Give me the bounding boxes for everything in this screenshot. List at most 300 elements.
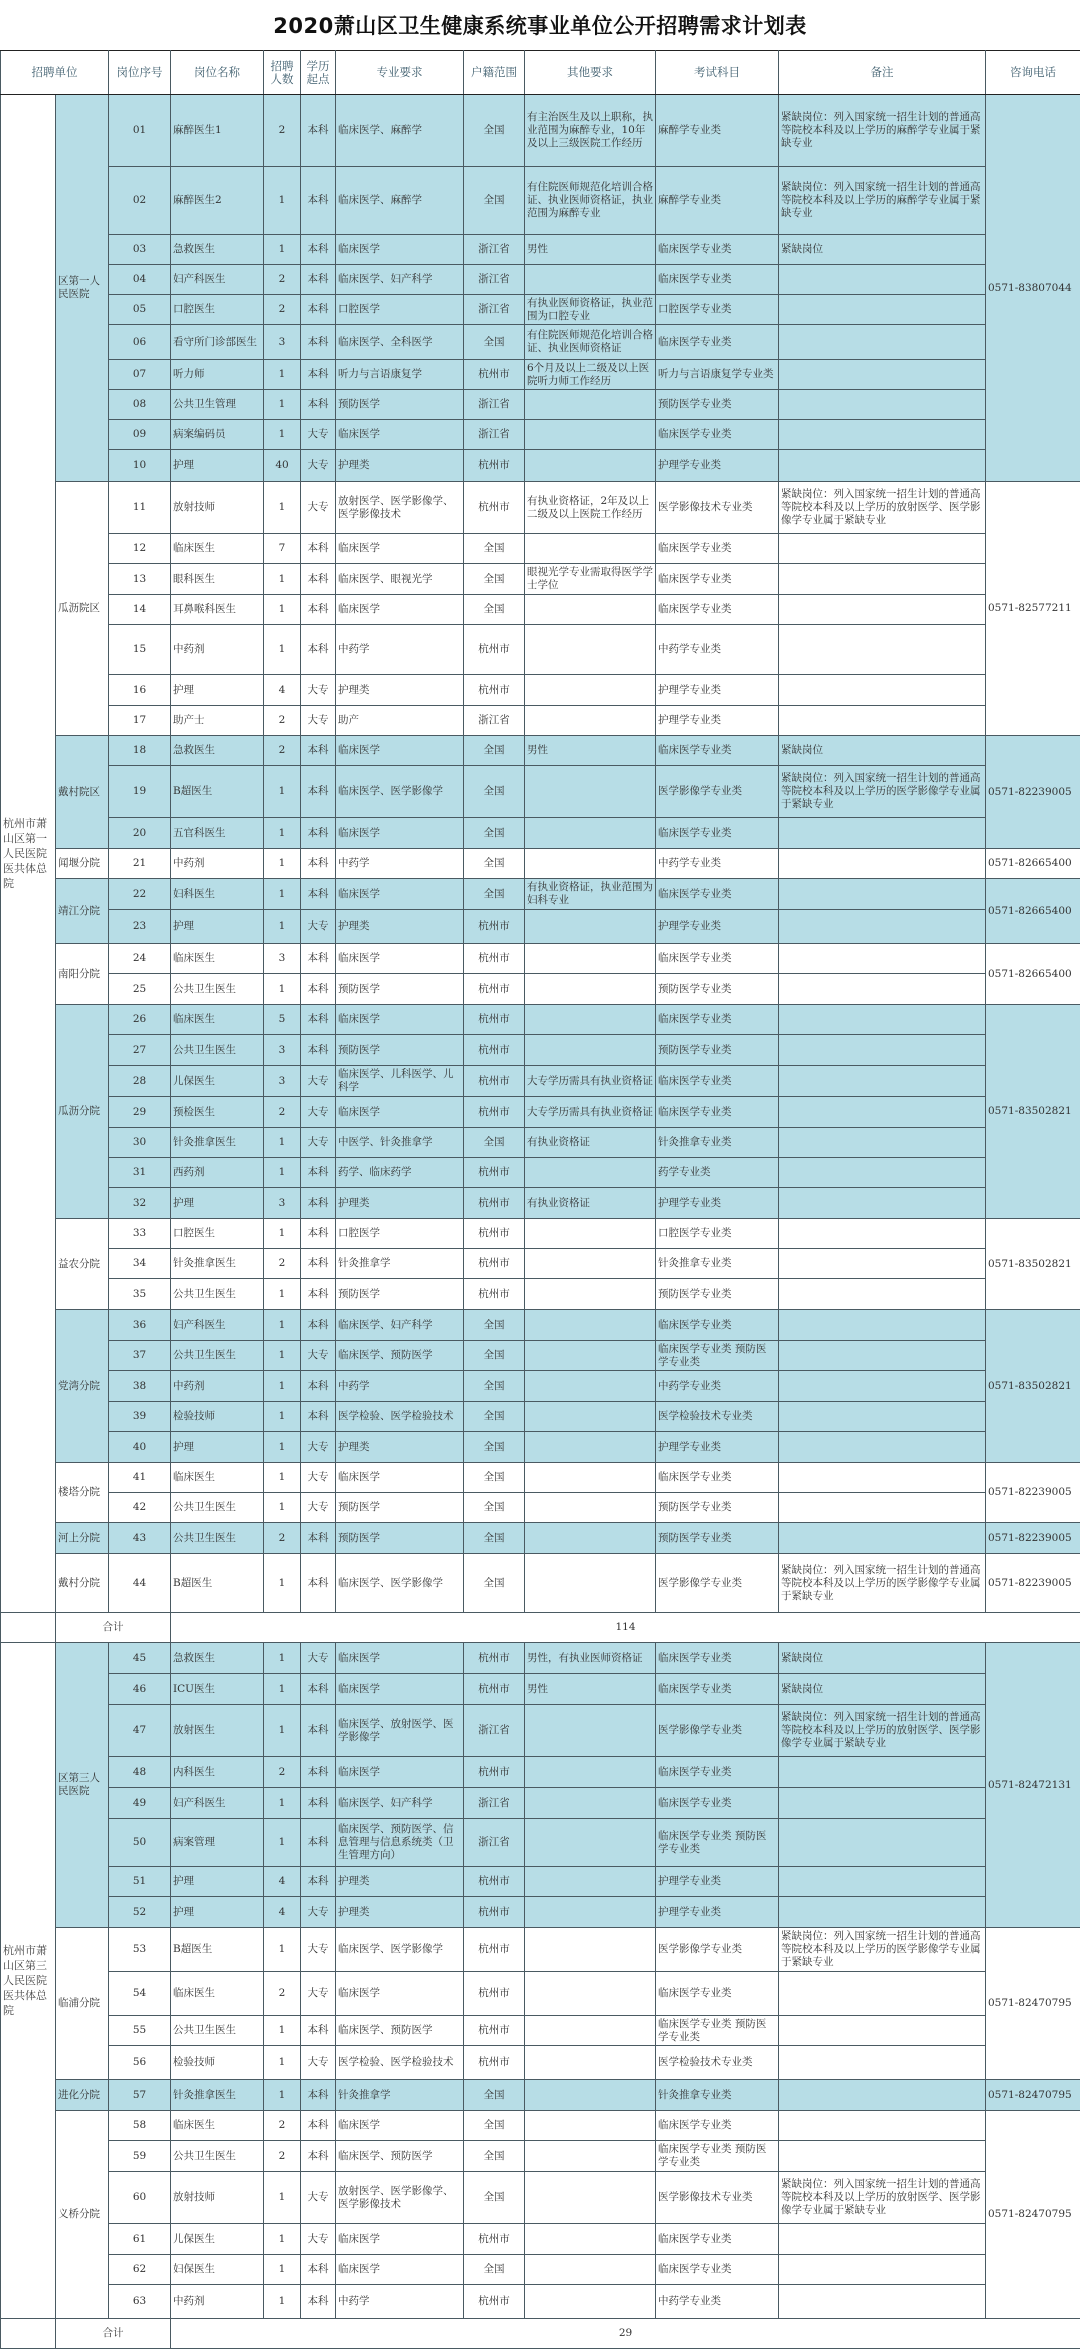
table-row — [1, 1788, 1080, 1819]
hukou-scope: 全国 — [464, 1128, 525, 1158]
remark — [779, 625, 986, 675]
remark — [779, 818, 986, 849]
position-seq: 38 — [109, 1371, 171, 1402]
position-seq: 31 — [109, 1158, 171, 1188]
sub-unit-name: 区第三人民医院 — [56, 1643, 109, 1928]
remark — [779, 295, 986, 325]
remark — [779, 1188, 986, 1219]
recruit-count: 2 — [264, 736, 301, 766]
exam-subject: 临床医学专业类 — [656, 879, 779, 910]
header-other: 其他要求 — [525, 51, 656, 95]
recruit-count: 1 — [264, 1341, 301, 1371]
exam-subject: 临床医学专业类 — [656, 1463, 779, 1493]
recruit-count: 2 — [264, 1523, 301, 1554]
education-level: 大专 — [301, 420, 336, 450]
recruit-count: 4 — [264, 1867, 301, 1897]
position-seq: 24 — [109, 944, 171, 974]
major-requirement: 中药学 — [336, 2285, 464, 2319]
exam-subject: 临床医学专业类 预防医学专业类 — [656, 1341, 779, 1371]
exam-subject: 临床医学专业类 — [656, 1310, 779, 1341]
exam-subject: 临床医学专业类 — [656, 1674, 779, 1705]
sub-unit-name: 瓜沥院区 — [56, 482, 109, 736]
sub-unit-name: 戴村分院 — [56, 1554, 109, 1613]
position-name: 护理 — [171, 1188, 264, 1219]
remark — [779, 1523, 986, 1554]
position-seq: 61 — [109, 2224, 171, 2255]
table-row — [1, 595, 1080, 625]
other-requirement — [525, 1402, 656, 1432]
recruit-count: 1 — [264, 1463, 301, 1493]
major-requirement: 临床医学、预防医学 — [336, 2016, 464, 2046]
major-requirement: 临床医学、预防医学、信息管理与信息系统类（卫生管理方向） — [336, 1819, 464, 1867]
recruit-count: 1 — [264, 1432, 301, 1463]
table-row — [1, 1097, 1080, 1128]
exam-subject: 护理学专业类 — [656, 910, 779, 944]
sub-unit-name: 区第一人民医院 — [56, 95, 109, 482]
other-requirement: 男性 — [525, 235, 656, 265]
education-level: 本科 — [301, 235, 336, 265]
education-level: 本科 — [301, 736, 336, 766]
recruit-count: 1 — [264, 1310, 301, 1341]
education-level: 本科 — [301, 1279, 336, 1310]
other-requirement: 有执业医师资格证，执业范围为口腔专业 — [525, 295, 656, 325]
position-name: 看守所门诊部医生 — [171, 325, 264, 360]
education-level: 本科 — [301, 1402, 336, 1432]
position-name: 中药剂 — [171, 849, 264, 879]
remark: 紧缺岗位 — [779, 736, 986, 766]
education-level: 大专 — [301, 450, 336, 482]
exam-subject: 医学影像学专业类 — [656, 1928, 779, 1972]
recruit-count: 1 — [264, 1402, 301, 1432]
hukou-scope: 杭州市 — [464, 1279, 525, 1310]
table-row — [1, 879, 1080, 910]
table-row — [1, 1705, 1080, 1757]
position-name: 针灸推拿医生 — [171, 1249, 264, 1279]
table-row — [1, 2141, 1080, 2172]
table-row — [1, 1310, 1080, 1341]
education-level: 大专 — [301, 1432, 336, 1463]
position-name: 放射医生 — [171, 1705, 264, 1757]
major-requirement: 临床医学、麻醉学 — [336, 167, 464, 235]
position-name: 听力师 — [171, 360, 264, 390]
other-requirement — [525, 1310, 656, 1341]
position-seq: 45 — [109, 1643, 171, 1674]
major-requirement: 临床医学 — [336, 534, 464, 564]
major-requirement: 临床医学、放射医学、医学影像学 — [336, 1705, 464, 1757]
hukou-scope: 全国 — [464, 1371, 525, 1402]
position-seq: 52 — [109, 1897, 171, 1928]
exam-subject: 临床医学专业类 — [656, 265, 779, 295]
position-name: 针灸推拿医生 — [171, 2080, 264, 2111]
remark — [779, 1219, 986, 1249]
education-level: 大专 — [301, 910, 336, 944]
education-level: 本科 — [301, 390, 336, 420]
other-requirement — [525, 1523, 656, 1554]
exam-subject: 口腔医学专业类 — [656, 1219, 779, 1249]
hukou-scope: 杭州市 — [464, 360, 525, 390]
position-name: 儿保医生 — [171, 2224, 264, 2255]
table-row — [1, 849, 1080, 879]
remark — [779, 2285, 986, 2319]
position-name: 放射技师 — [171, 482, 264, 534]
recruit-count: 2 — [264, 1757, 301, 1788]
position-seq: 03 — [109, 235, 171, 265]
exam-subject: 预防医学专业类 — [656, 1493, 779, 1523]
recruit-count: 1 — [264, 2224, 301, 2255]
education-level: 本科 — [301, 1005, 336, 1035]
position-seq: 13 — [109, 564, 171, 595]
exam-subject: 临床医学专业类 — [656, 1005, 779, 1035]
table-row — [1, 1757, 1080, 1788]
exam-subject: 临床医学专业类 — [656, 1097, 779, 1128]
other-requirement: 有主治医生及以上职称，执业范围为麻醉专业，10年及以上三级医院工作经历 — [525, 95, 656, 167]
position-seq: 40 — [109, 1432, 171, 1463]
other-requirement — [525, 766, 656, 818]
table-header-row — [1, 51, 1080, 95]
major-requirement: 临床医学、全科医学 — [336, 325, 464, 360]
hukou-scope: 全国 — [464, 1341, 525, 1371]
remark — [779, 1432, 986, 1463]
recruit-count: 1 — [264, 766, 301, 818]
header-name: 岗位名称 — [171, 51, 264, 95]
exam-subject: 临床医学专业类 — [656, 420, 779, 450]
major-requirement: 医学检验、医学检验技术 — [336, 1402, 464, 1432]
exam-subject: 医学检验技术专业类 — [656, 2046, 779, 2080]
remark — [779, 390, 986, 420]
position-name: 中药剂 — [171, 625, 264, 675]
position-seq: 06 — [109, 325, 171, 360]
education-level: 本科 — [301, 1158, 336, 1188]
major-requirement: 临床医学 — [336, 1674, 464, 1705]
major-requirement: 预防医学 — [336, 1523, 464, 1554]
education-level: 本科 — [301, 944, 336, 974]
exam-subject: 针灸推拿专业类 — [656, 1249, 779, 1279]
remark: 紧缺岗位 — [779, 235, 986, 265]
exam-subject: 药学专业类 — [656, 1158, 779, 1188]
table-row — [1, 1066, 1080, 1097]
major-requirement: 临床医学、眼视光学 — [336, 564, 464, 595]
position-name: 助产士 — [171, 706, 264, 736]
table-row — [1, 944, 1080, 974]
position-name: 内科医生 — [171, 1757, 264, 1788]
exam-subject: 听力与言语康复学专业类 — [656, 360, 779, 390]
recruit-count: 1 — [264, 1643, 301, 1674]
hukou-scope: 全国 — [464, 2080, 525, 2111]
recruit-count: 3 — [264, 1066, 301, 1097]
remark — [779, 1788, 986, 1819]
education-level: 大专 — [301, 675, 336, 706]
hukou-scope: 全国 — [464, 595, 525, 625]
education-level: 本科 — [301, 2016, 336, 2046]
exam-subject: 临床医学专业类 — [656, 736, 779, 766]
position-seq: 48 — [109, 1757, 171, 1788]
other-requirement — [525, 1705, 656, 1757]
total-spacer — [1, 2319, 56, 2349]
table-row — [1, 736, 1080, 766]
table-row — [1, 295, 1080, 325]
contact-phone: 0571-82472131 — [986, 1643, 1080, 1928]
recruit-count: 1 — [264, 625, 301, 675]
education-level: 大专 — [301, 1928, 336, 1972]
position-seq: 32 — [109, 1188, 171, 1219]
remark — [779, 1972, 986, 2016]
position-name: 放射技师 — [171, 2172, 264, 2224]
recruit-count: 1 — [264, 390, 301, 420]
position-name: 口腔医生 — [171, 295, 264, 325]
total-row — [1, 2319, 1080, 2349]
recruit-count: 1 — [264, 420, 301, 450]
other-requirement — [525, 944, 656, 974]
position-seq: 22 — [109, 879, 171, 910]
position-seq: 60 — [109, 2172, 171, 2224]
table-row — [1, 420, 1080, 450]
contact-phone: 0571-82239005 — [986, 736, 1080, 849]
position-name: 麻醉医生2 — [171, 167, 264, 235]
exam-subject: 临床医学专业类 — [656, 235, 779, 265]
exam-subject: 预防医学专业类 — [656, 390, 779, 420]
other-requirement — [525, 2172, 656, 2224]
sub-unit-name: 党湾分院 — [56, 1310, 109, 1463]
other-requirement — [525, 1554, 656, 1613]
hukou-scope: 杭州市 — [464, 450, 525, 482]
position-name: 护理 — [171, 450, 264, 482]
education-level: 本科 — [301, 95, 336, 167]
position-seq: 39 — [109, 1402, 171, 1432]
position-name: 耳鼻喉科医生 — [171, 595, 264, 625]
table-row — [1, 534, 1080, 564]
exam-subject: 护理学专业类 — [656, 1188, 779, 1219]
exam-subject: 临床医学专业类 — [656, 534, 779, 564]
remark: 紧缺岗位：列入国家统一招生计划的普通高等院校本科及以上学历的放射医学、医学影像学专业属于紧缺专业 — [779, 1705, 986, 1757]
remark — [779, 2224, 986, 2255]
contact-phone: 0571-82470795 — [986, 2080, 1080, 2111]
major-requirement: 临床医学、妇产科学 — [336, 265, 464, 295]
hukou-scope: 浙江省 — [464, 420, 525, 450]
table-row — [1, 1158, 1080, 1188]
recruit-count: 1 — [264, 2172, 301, 2224]
remark — [779, 1128, 986, 1158]
education-level: 本科 — [301, 849, 336, 879]
position-name: 临床医生 — [171, 2111, 264, 2141]
position-seq: 19 — [109, 766, 171, 818]
major-requirement: 口腔医学 — [336, 1219, 464, 1249]
table-row — [1, 564, 1080, 595]
position-seq: 23 — [109, 910, 171, 944]
position-name: 公共卫生医生 — [171, 1341, 264, 1371]
recruit-count: 3 — [264, 325, 301, 360]
recruit-count: 1 — [264, 1554, 301, 1613]
other-requirement — [525, 265, 656, 295]
position-seq: 28 — [109, 1066, 171, 1097]
hukou-scope: 杭州市 — [464, 2046, 525, 2080]
other-requirement — [525, 1928, 656, 1972]
position-name: 护理 — [171, 1432, 264, 1463]
contact-phone: 0571-83502821 — [986, 1005, 1080, 1219]
education-level: 本科 — [301, 1788, 336, 1819]
position-name: 急救医生 — [171, 1643, 264, 1674]
other-requirement — [525, 2111, 656, 2141]
major-requirement: 放射医学、医学影像学、医学影像技术 — [336, 2172, 464, 2224]
major-requirement: 临床医学、医学影像学 — [336, 1554, 464, 1613]
sub-unit-name: 临浦分院 — [56, 1928, 109, 2080]
exam-subject: 中药学专业类 — [656, 1371, 779, 1402]
remark — [779, 1402, 986, 1432]
position-name: B超医生 — [171, 766, 264, 818]
hukou-scope: 杭州市 — [464, 2285, 525, 2319]
position-seq: 58 — [109, 2111, 171, 2141]
major-requirement: 临床医学 — [336, 944, 464, 974]
position-seq: 62 — [109, 2255, 171, 2285]
position-seq: 14 — [109, 595, 171, 625]
major-requirement: 临床医学、医学影像学 — [336, 1928, 464, 1972]
hukou-scope: 全国 — [464, 564, 525, 595]
recruit-count: 2 — [264, 95, 301, 167]
hospital-group-name: 杭州市萧山区第三人民医院医共体总院 — [1, 1643, 56, 2319]
recruit-count: 3 — [264, 944, 301, 974]
position-name: 护理 — [171, 1867, 264, 1897]
education-level: 本科 — [301, 1705, 336, 1757]
hukou-scope: 杭州市 — [464, 1188, 525, 1219]
education-level: 大专 — [301, 706, 336, 736]
position-seq: 26 — [109, 1005, 171, 1035]
remark — [779, 849, 986, 879]
contact-phone: 0571-82577211 — [986, 482, 1080, 736]
other-requirement — [525, 1972, 656, 2016]
remark — [779, 325, 986, 360]
exam-subject: 临床医学专业类 — [656, 1757, 779, 1788]
position-seq: 01 — [109, 95, 171, 167]
contact-phone: 0571-82665400 — [986, 879, 1080, 944]
other-requirement — [525, 818, 656, 849]
other-requirement — [525, 1819, 656, 1867]
position-seq: 51 — [109, 1867, 171, 1897]
major-requirement: 临床医学 — [336, 1757, 464, 1788]
hukou-scope: 全国 — [464, 325, 525, 360]
hukou-scope: 全国 — [464, 95, 525, 167]
hukou-scope: 杭州市 — [464, 2016, 525, 2046]
table-row — [1, 482, 1080, 534]
contact-phone: 0571-83502821 — [986, 1310, 1080, 1463]
remark — [779, 1097, 986, 1128]
education-level: 本科 — [301, 974, 336, 1005]
remark — [779, 1897, 986, 1928]
recruit-count: 40 — [264, 450, 301, 482]
sub-unit-name: 戴村院区 — [56, 736, 109, 849]
other-requirement — [525, 1158, 656, 1188]
remark — [779, 2046, 986, 2080]
table-row — [1, 1035, 1080, 1066]
table-row — [1, 1219, 1080, 1249]
other-requirement — [525, 450, 656, 482]
remark — [779, 2080, 986, 2111]
header-phone: 咨询电话 — [986, 51, 1080, 95]
remark — [779, 360, 986, 390]
education-level: 本科 — [301, 2255, 336, 2285]
recruit-count: 2 — [264, 2111, 301, 2141]
education-level: 本科 — [301, 1310, 336, 1341]
hukou-scope: 全国 — [464, 1432, 525, 1463]
education-level: 本科 — [301, 766, 336, 818]
page-title: 2020萧山区卫生健康系统事业单位公开招聘需求计划表 — [0, 0, 1080, 50]
table-row — [1, 1643, 1080, 1674]
education-level: 本科 — [301, 2141, 336, 2172]
total-value: 29 — [171, 2319, 1080, 2349]
education-level: 本科 — [301, 1867, 336, 1897]
hukou-scope: 杭州市 — [464, 1643, 525, 1674]
remark: 紧缺岗位：列入国家统一招生计划的普通高等院校本科及以上学历的医学影像学专业属于紧缺专业 — [779, 1928, 986, 1972]
position-seq: 18 — [109, 736, 171, 766]
major-requirement: 临床医学 — [336, 879, 464, 910]
other-requirement — [525, 1432, 656, 1463]
exam-subject: 医学影像技术专业类 — [656, 2172, 779, 2224]
position-seq: 21 — [109, 849, 171, 879]
position-name: 病案管理 — [171, 1819, 264, 1867]
other-requirement — [525, 1463, 656, 1493]
major-requirement: 针灸推拿学 — [336, 2080, 464, 2111]
header-count: 招聘人数 — [264, 51, 301, 95]
major-requirement: 临床医学、麻醉学 — [336, 95, 464, 167]
exam-subject: 医学影像学专业类 — [656, 1705, 779, 1757]
position-name: ICU医生 — [171, 1674, 264, 1705]
other-requirement: 男性，有执业医师资格证 — [525, 1643, 656, 1674]
position-seq: 08 — [109, 390, 171, 420]
education-level: 大专 — [301, 1341, 336, 1371]
education-level: 大专 — [301, 1493, 336, 1523]
exam-subject: 麻醉学专业类 — [656, 167, 779, 235]
position-name: 公共卫生医生 — [171, 1493, 264, 1523]
other-requirement: 有住院医师规范化培训合格证、执业医师资格证，执业范围为麻醉专业 — [525, 167, 656, 235]
total-value: 114 — [171, 1613, 1080, 1643]
position-name: 儿保医生 — [171, 1066, 264, 1097]
position-name: 公共卫生管理 — [171, 390, 264, 420]
other-requirement — [525, 2046, 656, 2080]
major-requirement: 护理类 — [336, 450, 464, 482]
education-level: 本科 — [301, 1554, 336, 1613]
table-row — [1, 2224, 1080, 2255]
table-row — [1, 2255, 1080, 2285]
major-requirement: 预防医学 — [336, 974, 464, 1005]
position-seq: 53 — [109, 1928, 171, 1972]
exam-subject: 临床医学专业类 — [656, 944, 779, 974]
table-row — [1, 1279, 1080, 1310]
hukou-scope: 杭州市 — [464, 1249, 525, 1279]
recruit-count: 1 — [264, 1128, 301, 1158]
position-seq: 05 — [109, 295, 171, 325]
hukou-scope: 浙江省 — [464, 1788, 525, 1819]
contact-phone: 0571-82239005 — [986, 1523, 1080, 1554]
education-level: 大专 — [301, 1097, 336, 1128]
hukou-scope: 浙江省 — [464, 235, 525, 265]
sub-unit-name: 义桥分院 — [56, 2111, 109, 2319]
remark — [779, 1819, 986, 1867]
recruit-count: 1 — [264, 974, 301, 1005]
position-name: 针灸推拿医生 — [171, 1128, 264, 1158]
exam-subject: 医学检验技术专业类 — [656, 1402, 779, 1432]
other-requirement — [525, 675, 656, 706]
education-level: 大专 — [301, 2224, 336, 2255]
position-seq: 57 — [109, 2080, 171, 2111]
header-unit: 招聘单位 — [1, 51, 109, 95]
remark — [779, 2111, 986, 2141]
exam-subject: 护理学专业类 — [656, 1867, 779, 1897]
remark — [779, 1158, 986, 1188]
table-row — [1, 360, 1080, 390]
recruit-count: 2 — [264, 1097, 301, 1128]
other-requirement: 男性 — [525, 736, 656, 766]
other-requirement — [525, 1219, 656, 1249]
exam-subject: 临床医学专业类 — [656, 1788, 779, 1819]
major-requirement: 护理类 — [336, 1897, 464, 1928]
